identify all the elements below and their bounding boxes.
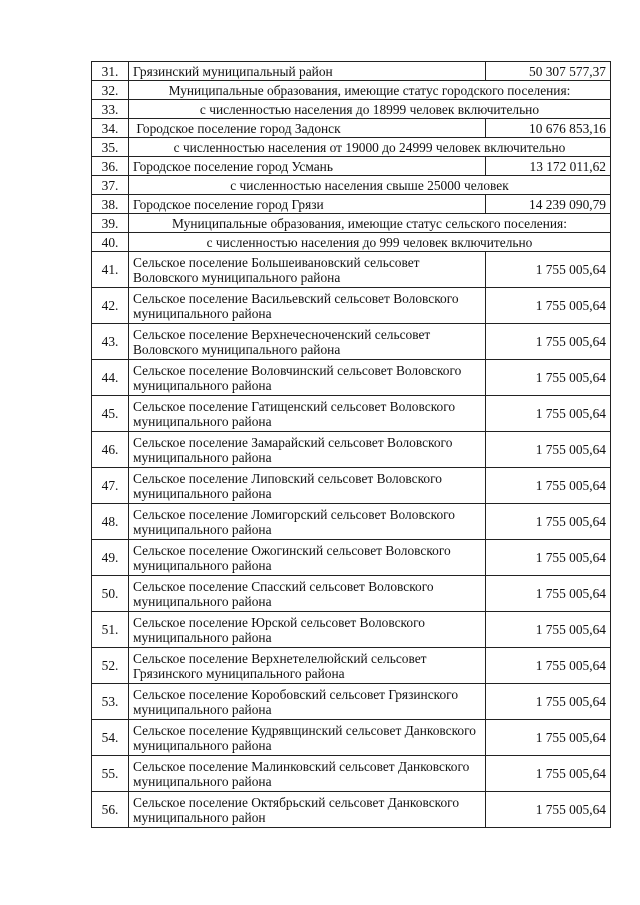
row-label: Сельское поселение Гатищенский сельсовет Воловского муниципального района: [129, 396, 486, 432]
row-number: 34.: [92, 119, 129, 138]
table-row: [92, 195, 611, 214]
row-number: 51.: [92, 612, 129, 648]
row-amount: 1 755 005,64: [486, 360, 611, 396]
table-row: [92, 360, 611, 396]
row-amount: 1 755 005,64: [486, 324, 611, 360]
row-amount: 14 239 090,79: [486, 195, 611, 214]
row-amount: 1 755 005,64: [486, 648, 611, 684]
row-amount: 1 755 005,64: [486, 720, 611, 756]
row-number: 41.: [92, 252, 129, 288]
row-label: Сельское поселение Малинковский сельсовет Данковского муниципального района: [129, 756, 486, 792]
row-label: Сельское поселение Юрской сельсовет Воловского муниципального района: [129, 612, 486, 648]
row-number: 36.: [92, 157, 129, 176]
row-number: 31.: [92, 62, 129, 81]
row-number: 32.: [92, 81, 129, 100]
row-amount: 50 307 577,37: [486, 62, 611, 81]
row-number: 40.: [92, 233, 129, 252]
row-label: Сельское поселение Верхнечесноченский сельсовет Воловского муниципального района: [129, 324, 486, 360]
row-amount: 1 755 005,64: [486, 792, 611, 828]
row-number: 37.: [92, 176, 129, 195]
row-label: Сельское поселение Васильевский сельсовет Воловского муниципального района: [129, 288, 486, 324]
table-row: [92, 468, 611, 504]
row-number: 45.: [92, 396, 129, 432]
row-number: 50.: [92, 576, 129, 612]
section-heading: Муниципальные образования, имеющие статус городского поселения:: [129, 81, 611, 100]
row-number: 46.: [92, 432, 129, 468]
table-row: [92, 324, 611, 360]
row-amount: 1 755 005,64: [486, 756, 611, 792]
row-label: Сельское поселение Ломигорский сельсовет Воловского муниципального района: [129, 504, 486, 540]
row-amount: 13 172 011,62: [486, 157, 611, 176]
row-label: Сельское поселение Кудрявщинский сельсовет Данковского муниципального района: [129, 720, 486, 756]
row-amount: 1 755 005,64: [486, 468, 611, 504]
row-label: Грязинский муниципальный район: [129, 62, 486, 81]
table-row: [92, 756, 611, 792]
section-heading-row: [92, 81, 611, 100]
row-label: Сельское поселение Коробовский сельсовет Грязинского муниципального района: [129, 684, 486, 720]
row-number: 54.: [92, 720, 129, 756]
row-label: Сельское поселение Большеивановский сельсовет Воловского муниципального района: [129, 252, 486, 288]
row-number: 52.: [92, 648, 129, 684]
table-row: [92, 396, 611, 432]
row-number: 38.: [92, 195, 129, 214]
table-row: [92, 119, 611, 138]
row-number: 33.: [92, 100, 129, 119]
section-heading-row: [92, 176, 611, 195]
section-heading-row: [92, 233, 611, 252]
row-number: 48.: [92, 504, 129, 540]
row-number: 55.: [92, 756, 129, 792]
table-row: [92, 792, 611, 828]
row-amount: 1 755 005,64: [486, 252, 611, 288]
row-label: Сельское поселение Спасский сельсовет Воловского муниципального района: [129, 576, 486, 612]
table-row: [92, 684, 611, 720]
section-heading: с численностью населения до 18999 человек включительно: [129, 100, 611, 119]
row-label: Городское поселение город Задонск: [129, 119, 486, 138]
row-number: 53.: [92, 684, 129, 720]
row-amount: 1 755 005,64: [486, 612, 611, 648]
section-heading-row: [92, 138, 611, 157]
row-amount: 1 755 005,64: [486, 684, 611, 720]
section-heading-row: [92, 214, 611, 233]
row-label: Сельское поселение Липовский сельсовет Воловского муниципального района: [129, 468, 486, 504]
table-row: [92, 252, 611, 288]
section-heading-row: [92, 100, 611, 119]
row-number: 39.: [92, 214, 129, 233]
row-number: 49.: [92, 540, 129, 576]
section-heading: с численностью населения свыше 25000 человек: [129, 176, 611, 195]
row-label: Сельское поселение Верхнетелелюйский сельсовет Грязинского муниципального района: [129, 648, 486, 684]
table-row: [92, 504, 611, 540]
row-number: 43.: [92, 324, 129, 360]
table-row: [92, 540, 611, 576]
row-number: 42.: [92, 288, 129, 324]
row-amount: 10 676 853,16: [486, 119, 611, 138]
section-heading: с численностью населения от 19000 до 24999 человек включительно: [129, 138, 611, 157]
row-number: 35.: [92, 138, 129, 157]
allocation-table: [91, 61, 611, 828]
row-label: Сельское поселение Замарайский сельсовет Воловского муниципального района: [129, 432, 486, 468]
row-amount: 1 755 005,64: [486, 288, 611, 324]
row-amount: 1 755 005,64: [486, 432, 611, 468]
row-label: Городское поселение город Усмань: [129, 157, 486, 176]
row-label: Сельское поселение Воловчинский сельсовет Воловского муниципального района: [129, 360, 486, 396]
table-row: [92, 288, 611, 324]
row-amount: 1 755 005,64: [486, 540, 611, 576]
section-heading: с численностью населения до 999 человек включительно: [129, 233, 611, 252]
table-row: [92, 432, 611, 468]
table-row: [92, 62, 611, 81]
row-label: Сельское поселение Октябрьский сельсовет Данковского муниципального район: [129, 792, 486, 828]
row-number: 44.: [92, 360, 129, 396]
row-number: 56.: [92, 792, 129, 828]
row-amount: 1 755 005,64: [486, 504, 611, 540]
table-row: [92, 612, 611, 648]
table-row: [92, 648, 611, 684]
row-number: 47.: [92, 468, 129, 504]
row-label: Городское поселение город Грязи: [129, 195, 486, 214]
table-row: [92, 576, 611, 612]
table-row: [92, 157, 611, 176]
row-label: Сельское поселение Ожогинский сельсовет Воловского муниципального района: [129, 540, 486, 576]
table-row: [92, 720, 611, 756]
row-amount: 1 755 005,64: [486, 396, 611, 432]
row-amount: 1 755 005,64: [486, 576, 611, 612]
section-heading: Муниципальные образования, имеющие статус сельского поселения:: [129, 214, 611, 233]
